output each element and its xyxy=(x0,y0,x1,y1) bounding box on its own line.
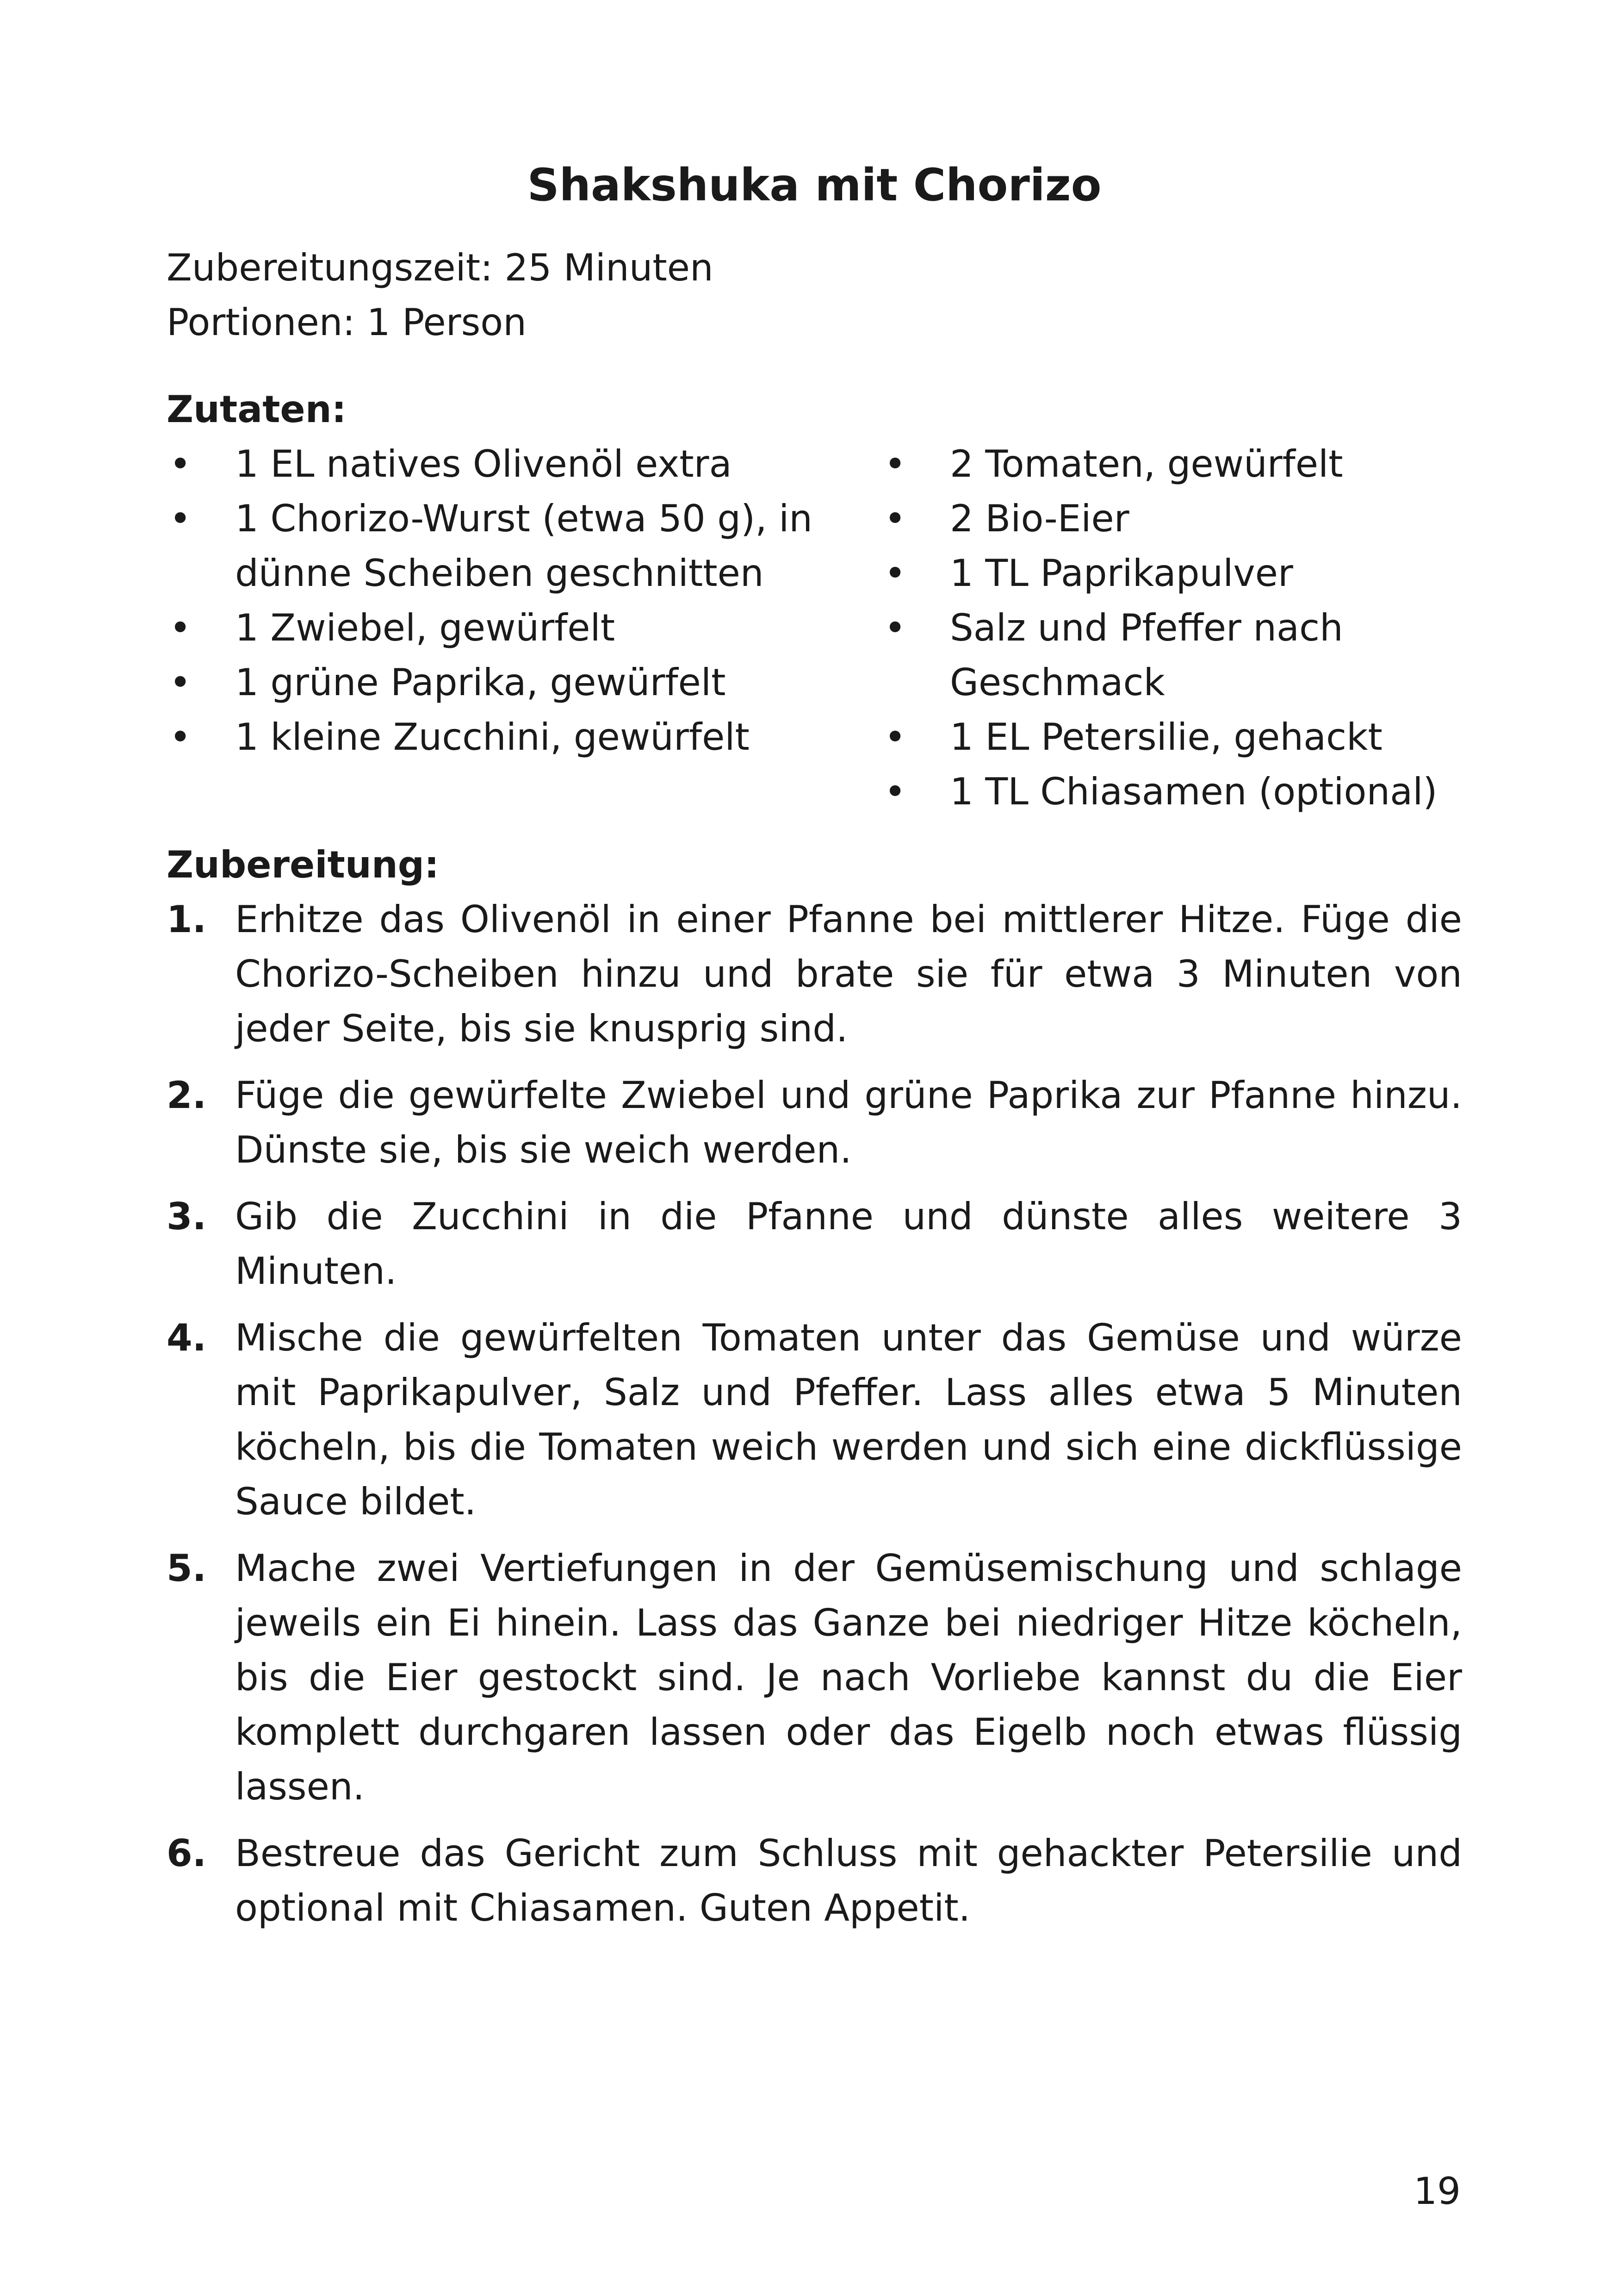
ingredient-item xyxy=(167,437,881,492)
ingredients-column-right xyxy=(881,437,1462,819)
ingredient-text: 1 EL natives Olivenöl extra xyxy=(235,442,732,485)
preparation-heading: Zubereitung: xyxy=(167,843,440,886)
step-text: Bestreue das Gericht zum Schluss mit gehackter Petersilie und optional mit Chiasamen. Guten Appetit. xyxy=(235,1832,1462,1929)
ingredient-item xyxy=(167,655,881,710)
step-text: Füge die gewürfelte Zwiebel und grüne Paprika zur Pfanne hinzu. Dünste sie, bis sie weich werden. xyxy=(235,1074,1462,1171)
ingredient-text: 1 grüne Paprika, gewürfelt xyxy=(235,661,726,704)
ingredients-column-left xyxy=(167,437,881,819)
bullet-icon: • xyxy=(169,661,192,704)
ingredient-item xyxy=(881,546,1462,601)
ingredient-text: 2 Bio-Eier xyxy=(950,497,1129,540)
step-text: Mache zwei Vertiefungen in der Gemüsemischung und schlage jeweils ein Ei hinein. Lass das Ganze bei niedriger Hitze köcheln, bis die Eier gestockt sind. Je nach Vorliebe kannst du die Eier komplett durchgaren lassen oder das Eigelb noch etwas flüssig lassen. xyxy=(235,1547,1462,1808)
step-number: 1. xyxy=(167,898,207,941)
bullet-icon: • xyxy=(169,716,192,759)
step-item xyxy=(167,1068,1462,1177)
step-item xyxy=(167,1189,1462,1299)
ingredient-item xyxy=(881,601,1462,710)
step-number: 5. xyxy=(167,1547,207,1590)
ingredient-item xyxy=(167,601,881,655)
prep-time: Zubereitungszeit: 25 Minuten xyxy=(167,246,713,289)
page-number: 19 xyxy=(1413,2170,1461,2213)
recipe-title: Shakshuka mit Chorizo xyxy=(527,159,1102,211)
recipe-page xyxy=(167,157,1462,1948)
bullet-icon: • xyxy=(884,606,906,649)
step-item xyxy=(167,1541,1462,1814)
preparation-steps xyxy=(167,892,1462,1935)
ingredients-list xyxy=(167,437,1462,819)
ingredient-item xyxy=(881,492,1462,546)
bullet-icon: • xyxy=(884,770,906,813)
ingredient-text: 1 EL Petersilie, gehackt xyxy=(950,716,1382,759)
bullet-icon: • xyxy=(169,497,192,540)
step-item xyxy=(167,1311,1462,1529)
bullet-icon: • xyxy=(169,442,192,485)
bullet-icon: • xyxy=(884,552,906,595)
ingredient-text: Salz und Pfeffer nach Geschmack xyxy=(950,606,1343,704)
ingredients-heading: Zutaten: xyxy=(167,388,347,431)
step-text: Mische die gewürfelten Tomaten unter das Gemüse und würze mit Paprikapulver, Salz und Pfeffer. Lass alles etwa 5 Minuten köcheln, bis die Tomaten weich werden und sich eine dickflüssige Sauce bildet. xyxy=(235,1316,1462,1523)
ingredient-text: 1 Chorizo-Wurst (etwa 50 g), in dünne Scheiben geschnitten xyxy=(235,497,813,595)
ingredient-text: 2 Tomaten, gewürfelt xyxy=(950,442,1343,485)
ingredient-item xyxy=(167,492,881,601)
ingredient-item xyxy=(881,765,1462,819)
step-item xyxy=(167,1826,1462,1935)
ingredient-item xyxy=(881,710,1462,765)
bullet-icon: • xyxy=(884,442,906,485)
bullet-icon: • xyxy=(169,606,192,649)
recipe-meta xyxy=(167,241,1462,350)
ingredient-item xyxy=(881,437,1462,492)
ingredient-text: 1 kleine Zucchini, gewürfelt xyxy=(235,716,750,759)
bullet-icon: • xyxy=(884,497,906,540)
step-number: 6. xyxy=(167,1832,207,1875)
step-number: 3. xyxy=(167,1195,207,1238)
step-text: Gib die Zucchini in die Pfanne und dünste alles weitere 3 Minuten. xyxy=(235,1195,1462,1293)
step-item xyxy=(167,892,1462,1056)
ingredient-text: 1 TL Paprikapulver xyxy=(950,552,1293,595)
step-number: 2. xyxy=(167,1074,207,1117)
ingredient-text: 1 TL Chiasamen (optional) xyxy=(950,770,1438,813)
ingredient-item xyxy=(167,710,881,765)
bullet-icon: • xyxy=(884,716,906,759)
servings: Portionen: 1 Person xyxy=(167,301,527,344)
step-text: Erhitze das Olivenöl in einer Pfanne bei mittlerer Hitze. Füge die Chorizo-Scheiben hinzu und brate sie für etwa 3 Minuten von jeder Seite, bis sie knusprig sind. xyxy=(235,898,1462,1050)
step-number: 4. xyxy=(167,1316,207,1359)
ingredient-text: 1 Zwiebel, gewürfelt xyxy=(235,606,615,649)
